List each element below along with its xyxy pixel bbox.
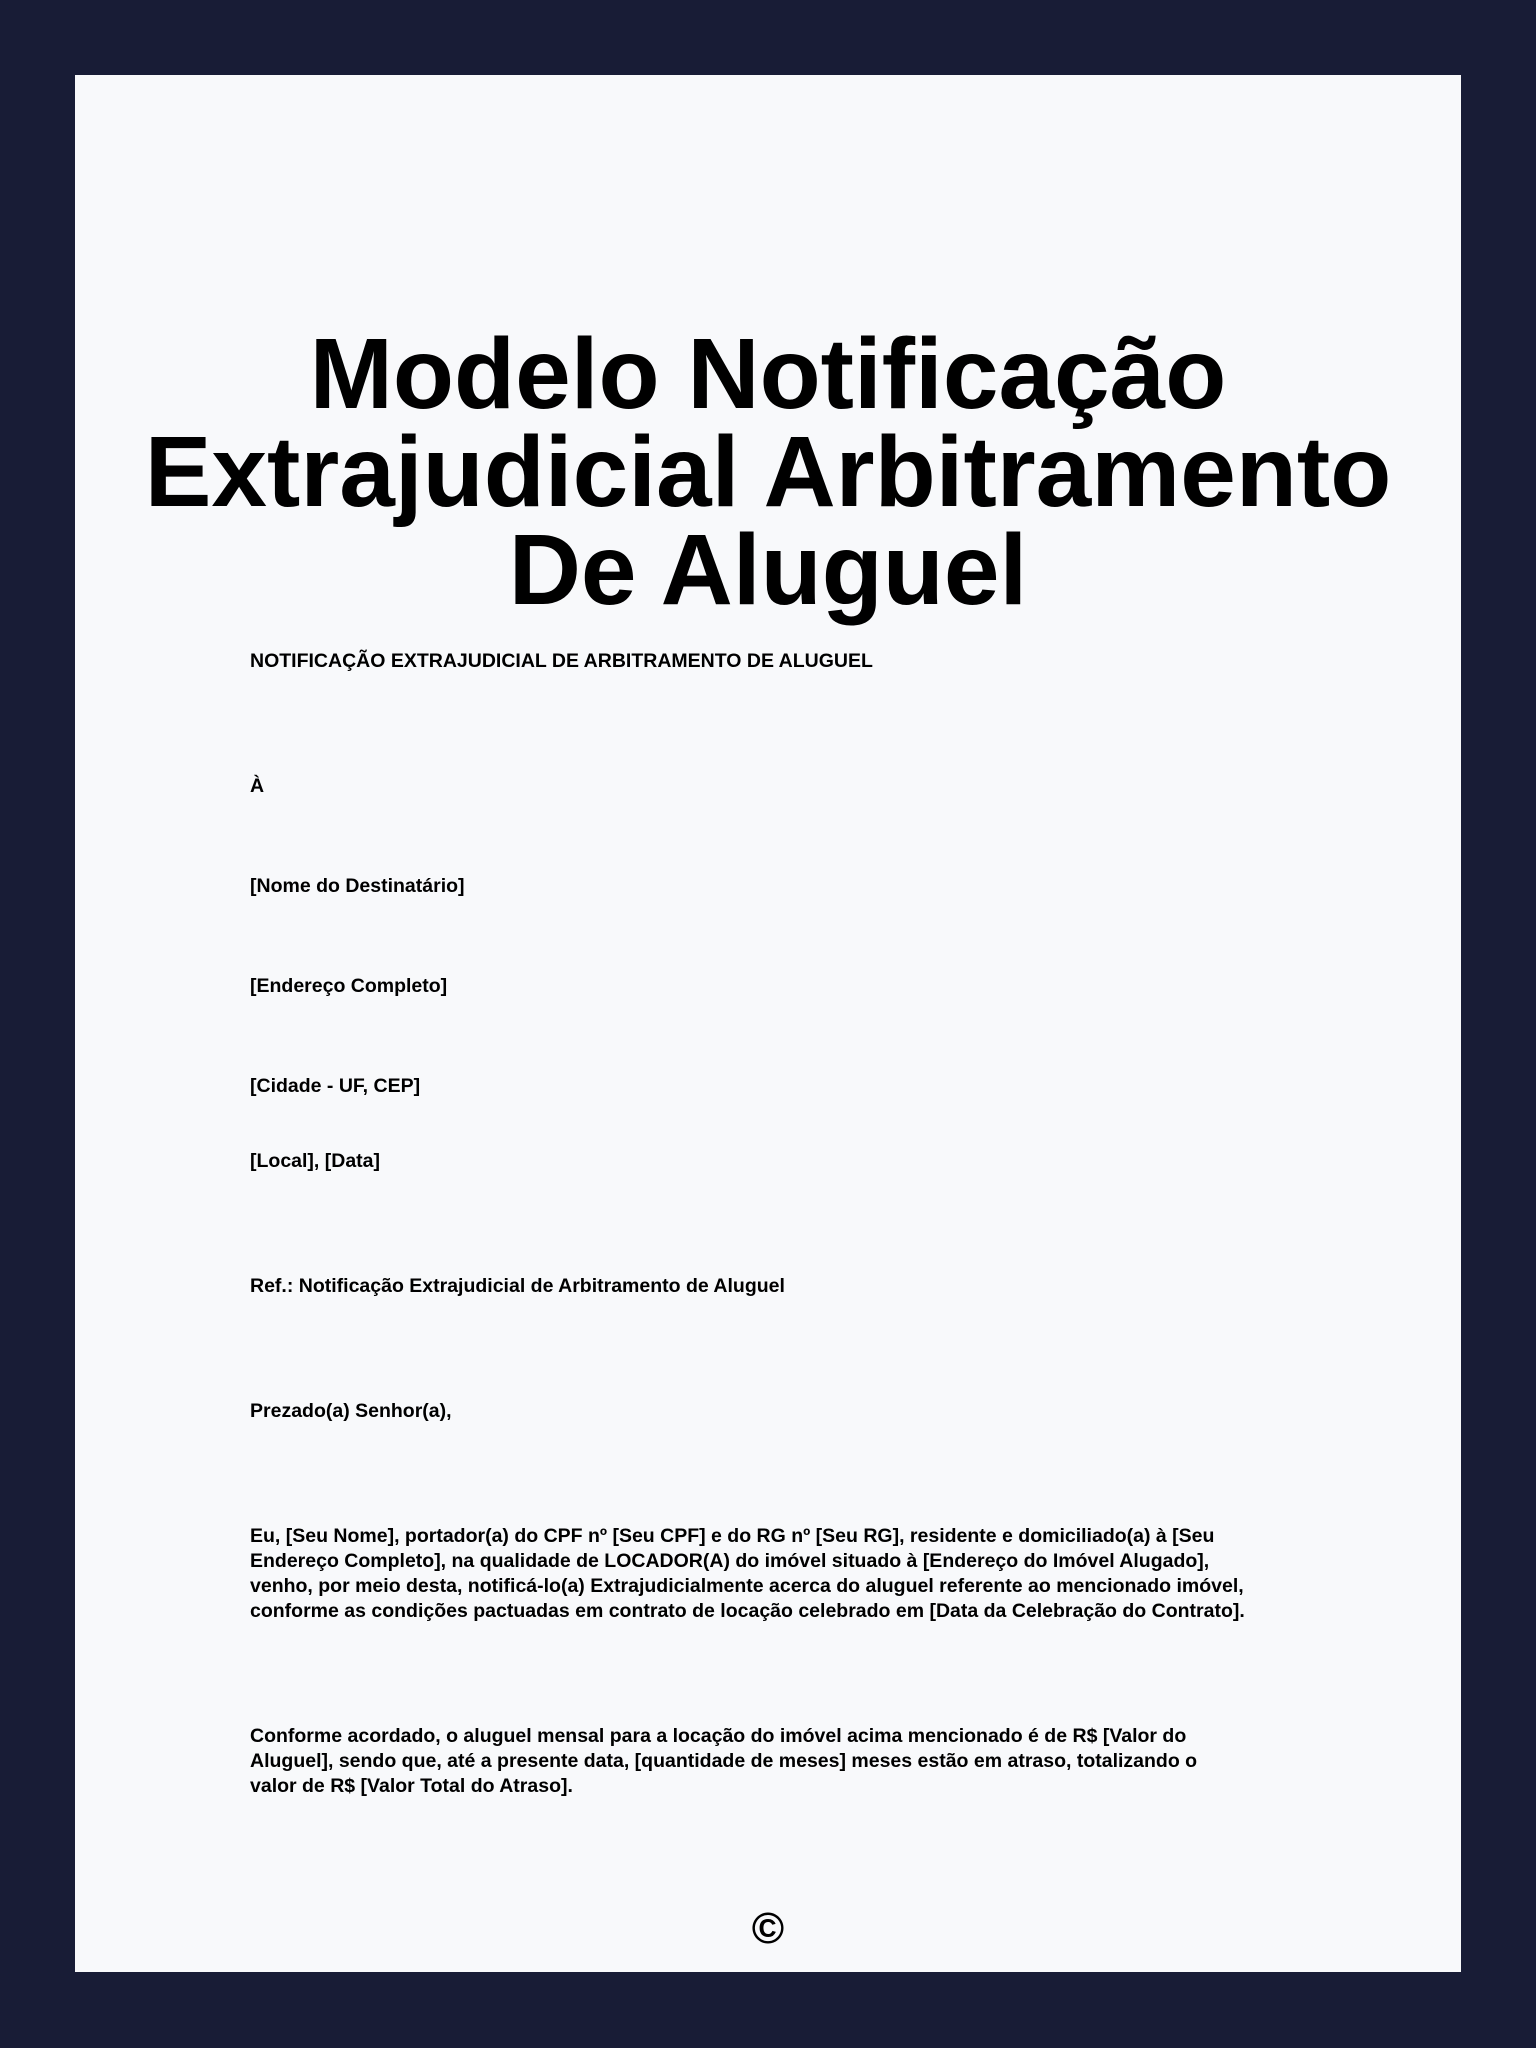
paragraph-line: venho, por meio desta, notificá-lo(a) Extrajudicialmente acerca do aluguel referente ao mencionado imóvel, xyxy=(250,1575,1244,1597)
paragraph-line: valor de R$ [Valor Total do Atraso]. xyxy=(250,1775,573,1797)
paragraph-line: Endereço Completo], na qualidade de LOCADOR(A) do imóvel situado à [Endereço do Imóvel Alugado], xyxy=(250,1550,1210,1572)
paragraph-line: conforme as condições pactuadas em contrato de locação celebrado em [Data da Celebração do Contrato]. xyxy=(250,1600,1245,1622)
place-date: [Local], [Data] xyxy=(250,1150,381,1172)
recipient-city: [Cidade - UF, CEP] xyxy=(250,1075,421,1097)
salutation-to: À xyxy=(250,775,265,797)
reference-line: Ref.: Notificação Extrajudicial de Arbitramento de Aluguel xyxy=(250,1275,785,1297)
paragraph-1 xyxy=(250,1524,1370,1624)
title-line: De Aluguel xyxy=(508,514,1028,626)
title-line: Extrajudicial Arbitramento xyxy=(144,416,1392,528)
title-line: Modelo Notificação xyxy=(309,318,1227,430)
document-page xyxy=(75,75,1461,1972)
recipient-address: [Endereço Completo] xyxy=(250,975,448,997)
document-title xyxy=(75,318,1461,626)
notification-heading: NOTIFICAÇÃO EXTRAJUDICIAL DE ARBITRAMENTO DE ALUGUEL xyxy=(250,650,873,672)
paragraph-line: Conforme acordado, o aluguel mensal para a locação do imóvel acima mencionado é de R$ [Valor do xyxy=(250,1725,1187,1747)
recipient-name: [Nome do Destinatário] xyxy=(250,875,465,897)
paragraph-line: Aluguel], sendo que, até a presente data, [quantidade de meses] meses estão em atraso, totalizando o xyxy=(250,1750,1198,1772)
paragraph-line: Eu, [Seu Nome], portador(a) do CPF nº [Seu CPF] e do RG nº [Seu RG], residente e domiciliado(a) à [Seu xyxy=(250,1525,1215,1547)
paragraph-2 xyxy=(250,1724,1370,1799)
copyright-icon: © xyxy=(751,1904,785,1953)
greeting: Prezado(a) Senhor(a), xyxy=(250,1400,452,1422)
